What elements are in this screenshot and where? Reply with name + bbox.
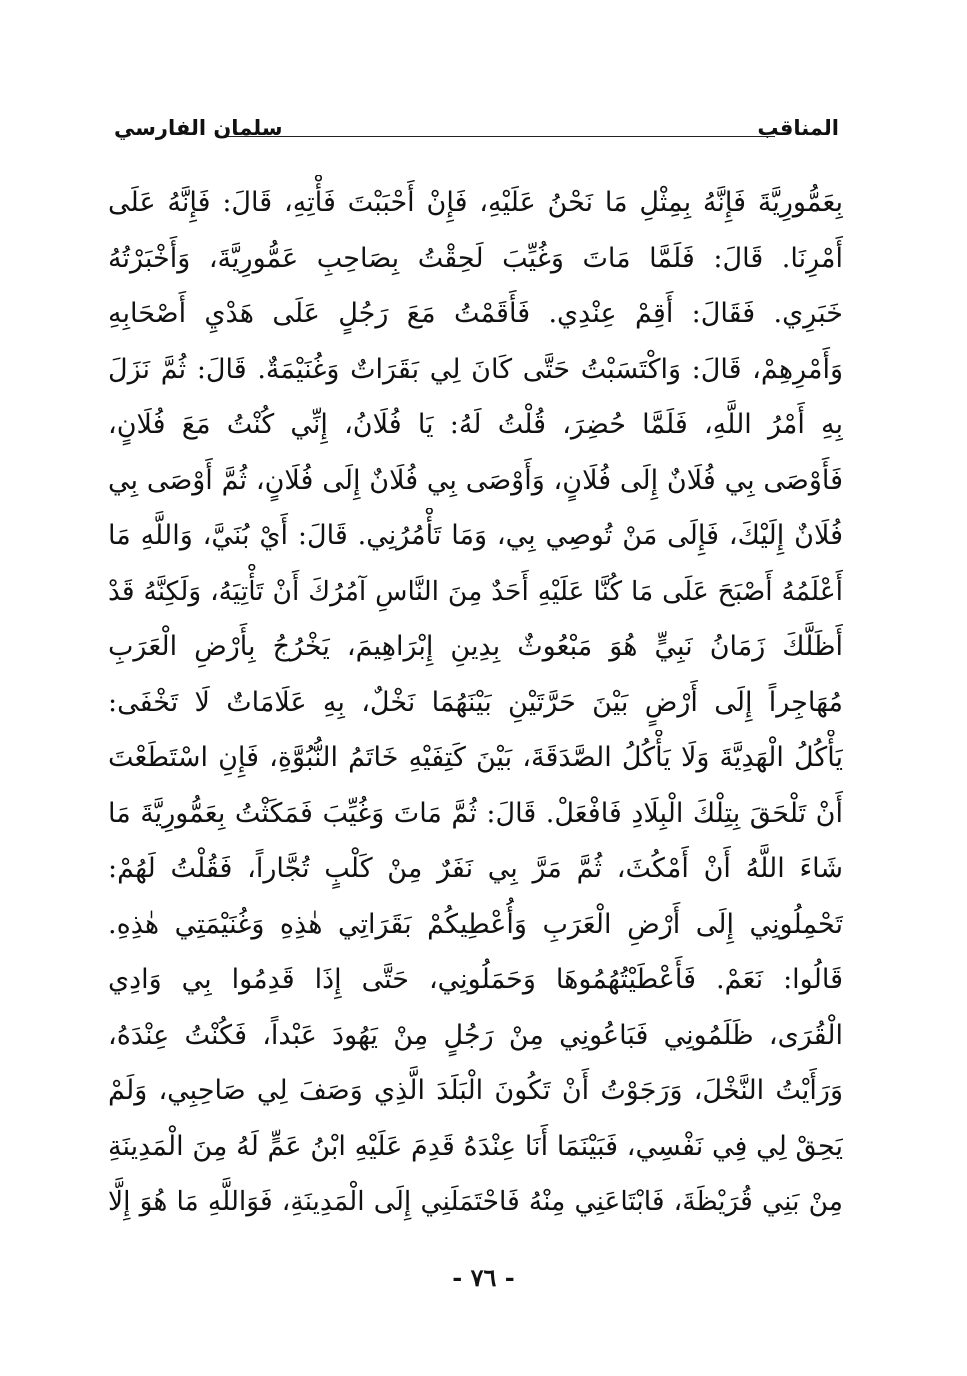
text-line: يَأْكُلُ الْهَدِيَّةَ وَلَا يَأْكُلُ الصَّدَقَةَ، بَيْنَ كَتِفَيْهِ خَاتَمُ النُّبُوَّةِ، فَإِنِ اسْتَطَعْتَ — [108, 742, 843, 773]
text-line: أَنْ تَلْحَقَ بِتِلْكَ الْبِلَادِ فَافْعَلْ. قَالَ: ثُمَّ مَاتَ وَغُيِّبَ فَمَكَثْتُ بِعَمُّورِيَّةَ مَا — [108, 797, 843, 829]
text-line: فَأَوْصَى بِي فُلَانٌ إِلَى فُلَانٍ، وَأَوْصَى بِي فُلَانٌ إِلَى فُلَانٍ، ثُمَّ أَوْصَى بِي — [108, 464, 843, 496]
text-line: خَبَرِي. فَقَالَ: أَقِمْ عِنْدِي. فَأَقَمْتُ مَعَ رَجُلٍ عَلَى هَدْيِ أَصْحَابِهِ — [108, 298, 843, 329]
text-line: وَرَأَيْتُ النَّخْلَ، وَرَجَوْتُ أَنْ تَكُونَ الْبَلَدَ الَّذِي وَصَفَ لِي صَاحِبِي، وَلَمْ — [108, 1075, 843, 1106]
body-text — [108, 175, 843, 1230]
header-rule — [226, 136, 775, 137]
text-line: تَحْمِلُونِي إِلَى أَرْضِ الْعَرَبِ وَأُعْطِيكُمْ بَقَرَاتِي هٰذِهِ وَغُنَيْمَتِي هٰذِهِ. — [108, 908, 843, 940]
text-line: بِعَمُّورِيَّةَ فَإِنَّهُ بِمِثْلِ مَا نَحْنُ عَلَيْهِ، فَإِنْ أَحْبَبْتَ فَأْتِهِ، قَالَ: فَإِنَّهُ عَلَى — [108, 187, 843, 218]
text-line: أَعْلَمُهُ أَصْبَحَ عَلَى مَا كُنَّا عَلَيْهِ أَحَدٌ مِنَ النَّاسِ آمُرُكَ أَنْ تَأْتِيَهُ، وَلَكِنَّهُ قَدْ — [108, 575, 843, 607]
text-line: أَمْرِنَا. قَالَ: فَلَمَّا مَاتَ وَغُيِّبَ لَحِقْتُ بِصَاحِبِ عَمُّورِيَّةَ، وَأَخْبَرْتُهُ — [108, 242, 843, 274]
text-line: فُلَانٌ إِلَيْكَ، فَإِلَى مَنْ تُوصِي بِي، وَمَا تَأْمُرُنِي. قَالَ: أَيْ بُنَيَّ، وَاللَّهِ مَا — [108, 520, 843, 551]
text-line: أَظَلَّكَ زَمَانُ نَبِيٍّ هُوَ مَبْعُوثٌ بِدِينِ إِبْرَاهِيمَ، يَخْرُجُ بِأَرْضِ الْعَرَبِ — [108, 631, 843, 662]
text-line: مِنْ بَنِي قُرَيْظَةَ، فَابْتَاعَنِي مِنْهُ فَاحْتَمَلَنِي إِلَى الْمَدِينَةِ، فَوَاللَّهِ مَا هُوَ إِلَّا — [108, 1186, 843, 1217]
text-line: شَاءَ اللَّهُ أَنْ أَمْكُثَ، ثُمَّ مَرَّ بِي نَفَرٌ مِنْ كَلْبٍ تُجَّاراً، فَقُلْتُ لَهُمْ: — [108, 853, 843, 884]
page-number: - ٧٦ - — [452, 1263, 515, 1292]
text-line: الْقُرَى، ظَلَمُونِي فَبَاعُونِي مِنْ رَجُلٍ مِنْ يَهُودَ عَبْداً، فَكُنْتُ عِنْدَهُ، — [108, 1019, 843, 1051]
header-section-title: المناقب — [757, 116, 839, 140]
text-line: قَالُوا: نَعَمْ. فَأَعْطَيْتُهُمُوهَا وَحَمَلُونِي، حَتَّى إِذَا قَدِمُوا بِي وَادِي — [108, 964, 843, 995]
header-chapter-title: سلمان الفارسي — [114, 116, 283, 140]
text-line: وَأَمْرِهِمْ، قَالَ: وَاكْتَسَبْتُ حَتَّى كَانَ لِي بَقَرَاتٌ وَغُنَيْمَةٌ. قَالَ: ثُمَّ نَزَلَ — [108, 353, 843, 385]
text-line: يَحِقْ لِي فِي نَفْسِي، فَبَيْنَمَا أَنَا عِنْدَهُ قَدِمَ عَلَيْهِ ابْنُ عَمٍّ لَهُ مِنَ الْمَدِينَةِ — [108, 1130, 843, 1162]
text-line: بِهِ أَمْرُ اللَّهِ، فَلَمَّا حُضِرَ، قُلْتُ لَهُ: يَا فُلَانُ، إِنِّي كُنْتُ مَعَ فُلَانٍ، — [108, 409, 843, 440]
text-line: مُهَاجِراً إِلَى أَرْضٍ بَيْنَ حَرَّتَيْنِ بَيْنَهُمَا نَخْلٌ، بِهِ عَلَامَاتٌ لَا تَخْفَى: — [108, 686, 843, 718]
running-header — [114, 112, 839, 152]
